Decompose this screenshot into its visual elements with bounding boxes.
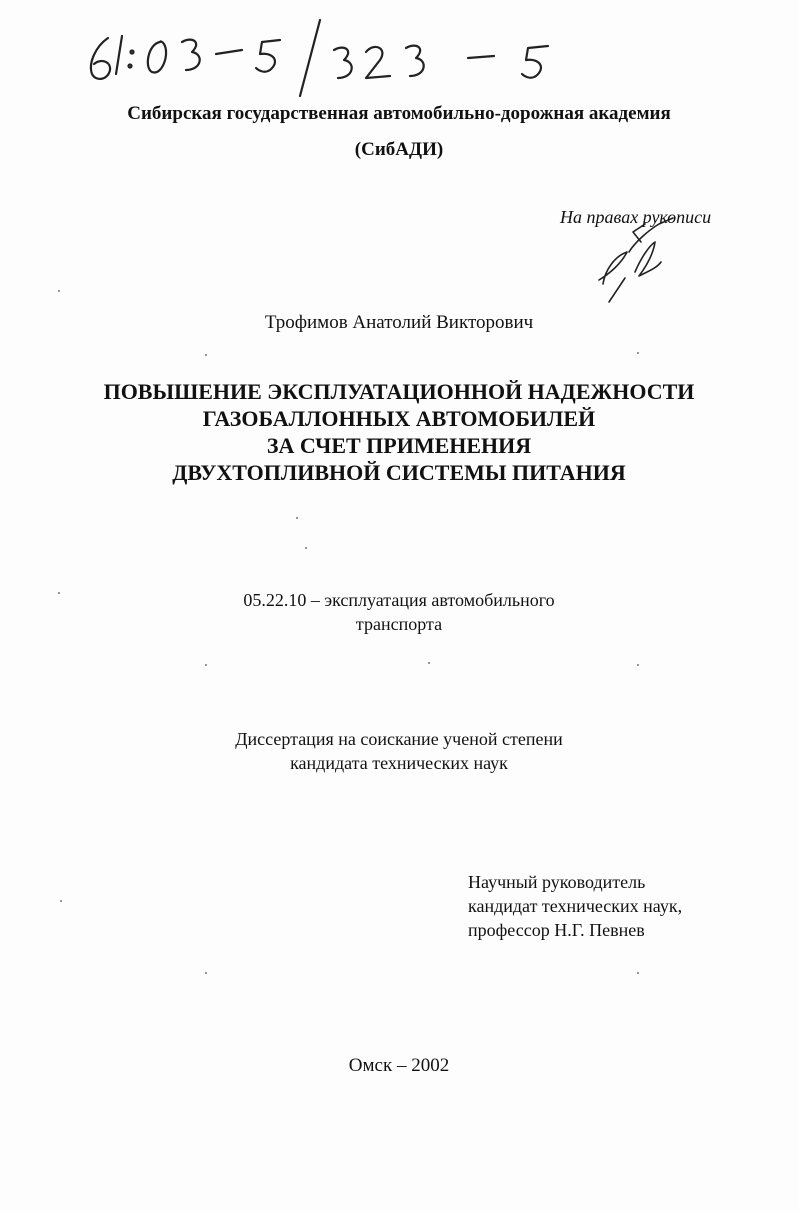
scan-speck (58, 592, 60, 594)
supervisor-line: кандидат технических наук, (468, 896, 683, 916)
author-name: Трофимов Анатолий Викторович (264, 312, 534, 333)
supervisor-line: профессор Н.Г. Певнев (468, 920, 645, 940)
manuscript-rights-note: На правах рукописи (560, 207, 712, 227)
scan-speck (637, 972, 639, 974)
dissertation-title (0, 378, 798, 486)
handwritten-signature (575, 212, 695, 307)
scan-speck (305, 547, 307, 549)
specialty-block (0, 588, 798, 636)
institution-name: Сибирская государственная автомобильно-дорожная академия (127, 103, 671, 124)
title-line: ПОВЫШЕНИЕ ЭКСПЛУАТАЦИОННОЙ НАДЕЖНОСТИ (103, 379, 695, 404)
degree-block (0, 727, 798, 775)
title-line: ЗА СЧЕТ ПРИМЕНЕНИЯ (266, 433, 532, 458)
scan-speck (637, 664, 639, 666)
supervisor-line: Научный руководитель (468, 872, 646, 892)
scan-speck (296, 517, 298, 519)
city-year: Омск – 2002 (348, 1055, 450, 1076)
scan-speck (205, 664, 207, 666)
scan-speck (205, 354, 207, 356)
handwritten-code-drawing (78, 8, 598, 98)
title-line: ГАЗОБАЛЛОННЫХ АВТОМОБИЛЕЙ (202, 406, 596, 431)
scan-speck (60, 900, 62, 902)
degree-line: кандидата технических наук (290, 753, 508, 773)
supervisor-block (468, 870, 682, 942)
scan-speck (428, 662, 430, 664)
scan-speck (205, 972, 207, 974)
degree-line: Диссертация на соискание ученой степени (235, 729, 563, 749)
signature-drawing (575, 212, 695, 307)
specialty-line: транспорта (355, 614, 443, 634)
handwritten-archive-code (78, 8, 598, 98)
scan-speck (637, 352, 639, 354)
scan-speck (58, 290, 60, 292)
title-line: ДВУХТОПЛИВНОЙ СИСТЕМЫ ПИТАНИЯ (172, 460, 626, 485)
specialty-line: 05.22.10 – эксплуатация автомобильного (243, 590, 555, 610)
institution-abbreviation: (СибАДИ) (354, 139, 444, 160)
